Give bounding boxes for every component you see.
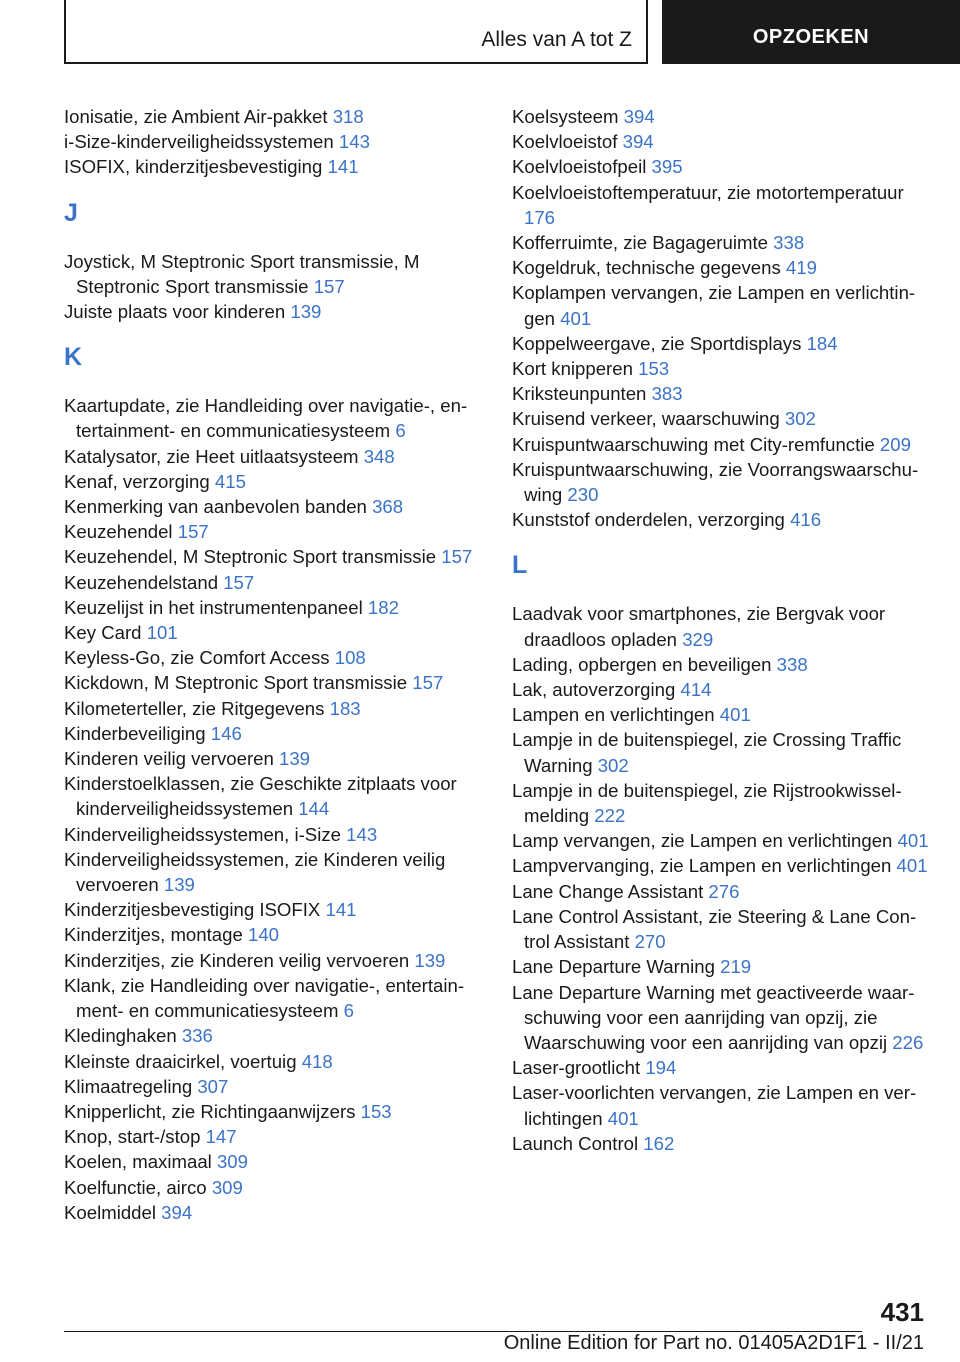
page-reference-link[interactable]: 383: [651, 383, 683, 405]
index-entry: [64, 696, 484, 721]
page-reference-link[interactable]: 176: [524, 206, 556, 228]
page-reference-link[interactable]: 309: [211, 1176, 243, 1198]
index-entry-text: Lak, autoverzorging: [512, 679, 676, 701]
index-entry: [512, 507, 932, 532]
index-entry-text: Kinderveiligheidssystemen, i-Size: [64, 823, 341, 845]
page-reference-link[interactable]: 184: [806, 332, 838, 354]
page-reference-link[interactable]: 162: [643, 1132, 675, 1154]
page-reference-link[interactable]: 108: [334, 647, 366, 669]
opzoeken-tab[interactable]: [662, 0, 960, 64]
section-letter: K: [64, 343, 83, 372]
index-entry: [64, 670, 484, 695]
page-reference-link[interactable]: 194: [645, 1057, 677, 1079]
page-reference-link[interactable]: 338: [776, 653, 808, 675]
page-reference-link[interactable]: 6: [343, 1000, 354, 1022]
index-entry: [512, 1080, 932, 1130]
index-entry-text: Lane Control Assistant, zie Steering & Lane Control Assistant: [512, 905, 917, 953]
index-entry-text: Koelen, maximaal: [64, 1151, 212, 1173]
index-entry-text: Kort knipperen: [512, 358, 633, 380]
page-reference-link[interactable]: 395: [651, 156, 683, 178]
index-entry: [512, 280, 932, 330]
index-entry-text: Koppelweergave, zie Sportdisplays: [512, 332, 802, 354]
index-entry: [512, 702, 932, 727]
index-entry-text: Kruispuntwaarschuwing met City-remfunctie: [512, 433, 875, 455]
index-entry-text: Keyless-Go, zie Comfort Access: [64, 647, 330, 669]
page-reference-link[interactable]: 147: [205, 1126, 237, 1148]
page-reference-link[interactable]: 309: [216, 1151, 248, 1173]
page-reference-link[interactable]: 401: [560, 307, 592, 329]
index-entry: [512, 255, 932, 280]
index-entry-text: Koelvloeistofpeil: [512, 156, 647, 178]
index-entry-text: Kilometerteller, zie Ritgegevens: [64, 697, 325, 719]
page-reference-link[interactable]: 141: [327, 156, 359, 178]
index-entry: [64, 129, 484, 154]
page-reference-link[interactable]: 143: [338, 131, 370, 153]
index-entry: [64, 721, 484, 746]
index-entry: [64, 973, 484, 1023]
index-entry: [512, 406, 932, 431]
index-entry: [512, 652, 932, 677]
page-reference-link[interactable]: 270: [634, 931, 666, 953]
index-entry: [512, 677, 932, 702]
index-entry: [512, 828, 932, 853]
index-entry-text: Keuzehendel: [64, 521, 173, 543]
page-reference-link[interactable]: 222: [594, 805, 626, 827]
index-column-right: [512, 104, 932, 1156]
index-entry-text: Kickdown, M Steptronic Sport transmissie: [64, 672, 408, 694]
index-entry: [64, 922, 484, 947]
index-entry: [512, 954, 932, 979]
index-entry: [64, 1200, 484, 1225]
page-reference-link[interactable]: 139: [290, 301, 322, 323]
page-reference-link[interactable]: 101: [146, 622, 178, 644]
index-entry: [512, 129, 932, 154]
index-entry-text: Knipperlicht, zie Richtingaanwijzers: [64, 1100, 356, 1122]
index-entry-text: Laser-grootlicht: [512, 1057, 641, 1079]
index-entry-text: Kinderzitjes, zie Kinderen veilig vervoeren: [64, 949, 410, 971]
index-entry: [512, 778, 932, 828]
index-entry: [64, 771, 484, 821]
index-entry-text: Koplampen vervangen, zie Lampen en verlichtingen: [512, 282, 916, 329]
page-reference-link[interactable]: 302: [784, 408, 816, 430]
page-reference-link[interactable]: 401: [719, 704, 751, 726]
index-entry: [64, 897, 484, 922]
page-reference-link[interactable]: 414: [680, 679, 712, 701]
index-entry-text: Launch Control: [512, 1132, 639, 1154]
index-entry-text: Kinderen veilig vervoeren: [64, 748, 274, 770]
index-entry-text: Kenaf, verzorging: [64, 470, 210, 492]
page-reference-link[interactable]: 139: [279, 748, 311, 770]
header-section-title: Alles van A tot Z: [481, 28, 632, 51]
page-reference-link[interactable]: 146: [210, 722, 242, 744]
index-entry-text: Klank, zie Handleiding over navigatie-, entertainment- en communicatiesysteem: [64, 974, 465, 1022]
page-reference-link[interactable]: 157: [412, 672, 444, 694]
opzoeken-tab-label: OPZOEKEN: [752, 25, 870, 48]
index-entry: [64, 519, 484, 544]
index-entry-text: i-Size-kinderveiligheidssystemen: [64, 131, 334, 153]
index-entry-text: Lampvervanging, zie Lampen en verlichtingen: [512, 855, 892, 877]
page-reference-link[interactable]: 183: [329, 697, 361, 719]
index-entry-text: Keuzelijst in het instrumentenpaneel: [64, 596, 363, 618]
index-entry: [64, 570, 484, 595]
index-entry-text: Kruispuntwaarschuwing, zie Voorrangswaarschuwing: [512, 458, 919, 506]
page-reference-link[interactable]: 230: [567, 484, 599, 506]
index-entry: [512, 1055, 932, 1080]
index-entry: [64, 1175, 484, 1200]
page-reference-link[interactable]: 6: [395, 420, 406, 442]
index-entry-text: Kenmerking van aanbevolen banden: [64, 496, 367, 518]
index-entry-text: Keuzehendel, M Steptronic Sport transmissie: [64, 546, 437, 568]
index-entry-text: Kogeldruk, technische gegevens: [512, 257, 781, 279]
index-entry: [64, 1049, 484, 1074]
page-reference-link[interactable]: 394: [623, 106, 655, 127]
page-reference-link[interactable]: 418: [301, 1050, 333, 1072]
index-entry: [64, 1074, 484, 1099]
index-entry: [512, 879, 932, 904]
index-entry: [64, 595, 484, 620]
page-reference-link[interactable]: 153: [360, 1100, 392, 1122]
index-entry: [64, 469, 484, 494]
index-entry-text: Knop, start-/stop: [64, 1126, 201, 1148]
index-entry-text: Juiste plaats voor kinderen: [64, 301, 286, 323]
index-entry-text: Lading, opbergen en beveiligen: [512, 653, 772, 675]
page-reference-link[interactable]: 336: [181, 1025, 213, 1047]
index-entry-text: Koelfunctie, airco: [64, 1176, 207, 1198]
index-entry-text: Klimaatregeling: [64, 1075, 193, 1097]
index-entry: [512, 154, 932, 179]
index-entry-text: Koelsysteem: [512, 106, 619, 127]
page-reference-link[interactable]: 144: [298, 798, 330, 820]
page-reference-link[interactable]: 368: [372, 496, 404, 518]
index-entry-text: Kruisend verkeer, waarschuwing: [512, 408, 780, 430]
index-entry-text: Kinderzitjes, montage: [64, 924, 243, 946]
index-entry-text: Kledinghaken: [64, 1025, 177, 1047]
page-reference-link[interactable]: 182: [367, 596, 399, 618]
index-entry: [64, 393, 484, 443]
index-entry-text: Kofferruimte, zie Bagageruimte: [512, 232, 768, 254]
page-reference-link[interactable]: 219: [720, 956, 752, 978]
index-entry: [64, 847, 484, 897]
index-entry: [64, 444, 484, 469]
page-reference-link[interactable]: 209: [879, 433, 911, 455]
page-number: 431: [880, 1297, 924, 1327]
index-entry: [512, 230, 932, 255]
index-entry-text: Lane Departure Warning met geactiveerde waarschuwing voor een aanrijding van opzij, zie Waarschuwing voor een aanrijding van opzij: [512, 981, 915, 1053]
index-entry-text: ISOFIX, kinderzitjesbevestiging: [64, 156, 323, 178]
index-entry-text: Koelmiddel: [64, 1201, 156, 1223]
page-reference-link[interactable]: 157: [223, 571, 255, 593]
section-letter: J: [64, 198, 78, 227]
section-letter: L: [512, 551, 528, 580]
index-entry: [512, 980, 932, 1056]
page-reference-link[interactable]: 318: [332, 106, 364, 127]
page-reference-link[interactable]: 276: [708, 880, 740, 902]
page-reference-link[interactable]: 419: [785, 257, 817, 279]
index-entry-text: Lampje in de buitenspiegel, zie Rijstrookwisselmelding: [512, 779, 902, 827]
index-entry: [512, 381, 932, 406]
index-entry-text: Lane Departure Warning: [512, 956, 715, 978]
index-entry-text: Laadvak voor smartphones, zie Bergvak voor draadloos opladen: [512, 603, 886, 650]
index-entry-text: Lamp vervangen, zie Lampen en verlichtingen: [512, 830, 893, 852]
footer-edition-text: Online Edition for Part no. 01405A2D1F1 - II/21: [503, 1332, 924, 1354]
index-entry-text: Kinderzitjesbevestiging ISOFIX: [64, 899, 321, 921]
page-reference-link[interactable]: 394: [622, 131, 654, 153]
index-entry-text: Kinderstoelklassen, zie Geschikte zitplaats voor kinderveiligheidssystemen: [64, 773, 457, 820]
index-entry-text: Ionisatie, zie Ambient Air-pakket: [64, 106, 328, 127]
page-reference-link[interactable]: 140: [247, 924, 280, 946]
index-entry: [64, 104, 484, 129]
index-entry: [512, 356, 932, 381]
page-reference-link[interactable]: 157: [441, 546, 473, 568]
page-reference-link[interactable]: 226: [892, 1031, 924, 1053]
index-entry: [512, 904, 932, 954]
index-entry-text: Lane Change Assistant: [512, 880, 704, 902]
index-entry: [64, 620, 484, 645]
index-entry-text: Kriksteunpunten: [512, 383, 647, 405]
index-entry-text: Koelvloeistoftemperatuur, zie motortemperatuur: [512, 181, 904, 203]
index-entry-text: Kleinste draaicirkel, voertuig: [64, 1050, 297, 1072]
index-entry-text: Kinderbeveiliging: [64, 722, 206, 744]
page-reference-link[interactable]: 139: [163, 874, 195, 896]
page-reference-link[interactable]: 139: [414, 949, 446, 971]
page-reference-link[interactable]: 307: [197, 1075, 229, 1097]
index-entry: [64, 948, 484, 973]
index-entry: [64, 746, 484, 771]
index-entry: [64, 544, 484, 569]
index-entry-text: Keuzehendelstand: [64, 571, 219, 593]
index-entry-text: Kaartupdate, zie Handleiding over navigatie-, entertainment- en communicatiesysteem: [64, 395, 468, 442]
index-entry-text: Joystick, M Steptronic Sport transmissie, M Steptronic Sport transmissie: [64, 250, 420, 297]
index-column-left: [64, 104, 484, 1225]
index-entry-text: Key Card: [64, 622, 142, 644]
page-reference-link[interactable]: 143: [346, 823, 378, 845]
page-reference-link[interactable]: 302: [597, 754, 629, 776]
page-reference-link[interactable]: 401: [897, 830, 929, 852]
index-entry: [512, 457, 932, 507]
index-entry: [64, 494, 484, 519]
page-reference-link[interactable]: 401: [607, 1107, 639, 1129]
index-entry: [64, 1149, 484, 1174]
index-entry: [512, 601, 932, 651]
page-reference-link[interactable]: 394: [161, 1201, 193, 1223]
index-entry-text: Laser-voorlichten vervangen, zie Lampen en verlichtingen: [512, 1082, 917, 1129]
index-entry-text: Katalysator, zie Heet uitlaatsysteem: [64, 445, 359, 467]
page-reference-link[interactable]: 329: [682, 628, 714, 650]
index-entry: [64, 249, 484, 299]
index-entry: [512, 1131, 932, 1156]
index-entry-text: Kunststof onderdelen, verzorging: [512, 509, 785, 531]
index-entry: [64, 645, 484, 670]
index-entry: [512, 853, 932, 878]
page-reference-link[interactable]: 416: [790, 509, 822, 531]
page-reference-link[interactable]: 338: [773, 232, 805, 254]
index-entry: [64, 1124, 484, 1149]
page-reference-link[interactable]: 141: [325, 899, 357, 921]
page-reference-link[interactable]: 157: [177, 521, 209, 543]
index-entry-text: Lampje in de buitenspiegel, zie Crossing Traffic Warning: [512, 729, 902, 776]
page-reference-link[interactable]: 401: [896, 855, 928, 877]
index-entry: [512, 432, 932, 457]
index-entry: [64, 822, 484, 847]
index-entry: [64, 299, 484, 324]
index-entry: [64, 1099, 484, 1124]
index-entry: [512, 104, 932, 129]
page-reference-link[interactable]: 415: [214, 470, 246, 492]
index-entry-text: Koelvloeistof: [512, 131, 618, 153]
page-reference-link[interactable]: 157: [313, 275, 345, 297]
index-entry-text: Lampen en verlichtingen: [512, 704, 715, 726]
index-entry: [512, 727, 932, 777]
index-entry: [512, 331, 932, 356]
index-entry-text: Kinderveiligheidssystemen, zie Kinderen veilig vervoeren: [64, 848, 446, 896]
page-reference-link[interactable]: 348: [363, 445, 395, 467]
index-entry: [64, 1023, 484, 1048]
header-section-box: [64, 0, 648, 64]
index-entry: [512, 180, 932, 230]
page-reference-link[interactable]: 153: [638, 358, 670, 380]
index-entry: [64, 154, 484, 179]
